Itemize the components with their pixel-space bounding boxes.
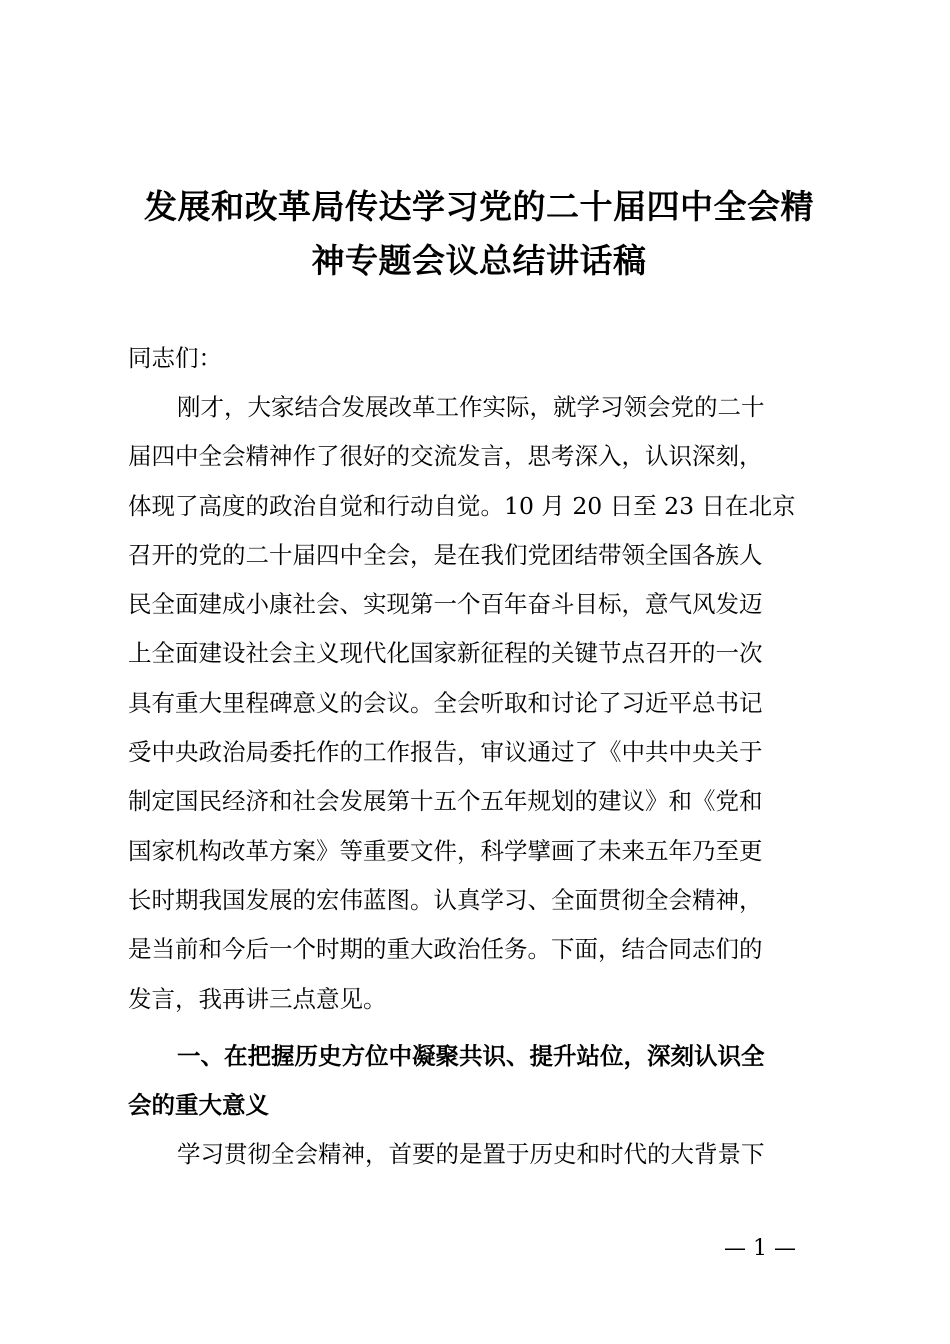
heading-line: 一、在把握历史方位中凝聚共识、提升站位，深刻认识全: [177, 1042, 765, 1070]
paragraph-line: 制定国民经济和社会发展第十五个五年规划的建议》和《党和: [128, 787, 763, 816]
heading-line: 会的重大意义: [128, 1091, 269, 1120]
salutation: 同志们：: [128, 344, 222, 372]
paragraph-1: [128, 383, 833, 1024]
document-title: [120, 180, 838, 288]
title-line: 发展和改革局传达学习党的二十届四中全会精: [144, 187, 814, 226]
section-heading-1: [128, 1032, 833, 1131]
paragraph-line: 国家机构改革方案》等重要文件，科学擘画了未来五年乃至更: [128, 836, 763, 865]
paragraph-line: 是当前和今后一个时期的重大政治任务。下面，结合同志们的: [128, 935, 763, 964]
paragraph-line: 具有重大里程碑意义的会议。全会听取和讨论了习近平总书记: [128, 688, 763, 717]
paragraph-line: 上全面建设社会主义现代化国家新征程的关键节点召开的一次: [128, 639, 763, 668]
paragraph-line: 民全面建成小康社会、实现第一个百年奋斗目标，意气风发迈: [128, 590, 763, 619]
paragraph-line: 发言，我再讲三点意见。: [128, 984, 387, 1013]
paragraph-line: 体现了高度的政治自觉和行动自觉。10 月 20 日至 23 日在北京: [128, 491, 796, 520]
paragraph-line: 受中央政治局委托作的工作报告，审议通过了《中共中央关于: [128, 738, 763, 767]
paragraph-2: [128, 1130, 833, 1179]
page-number: — 1 —: [724, 1236, 796, 1261]
title-line: 神专题会议总结讲话稿: [311, 241, 647, 280]
paragraph-line: 届四中全会精神作了很好的交流发言，思考深入，认识深刻，: [128, 442, 763, 471]
paragraph-line: 学习贯彻全会精神，首要的是置于历史和时代的大背景下: [177, 1140, 765, 1168]
paragraph-line: 长时期我国发展的宏伟蓝图。认真学习、全面贯彻全会精神，: [128, 885, 763, 914]
paragraph-line: 刚才，大家结合发展改革工作实际，就学习领会党的二十: [177, 393, 765, 421]
paragraph-line: 召开的党的二十届四中全会，是在我们党团结带领全国各族人: [128, 540, 763, 569]
